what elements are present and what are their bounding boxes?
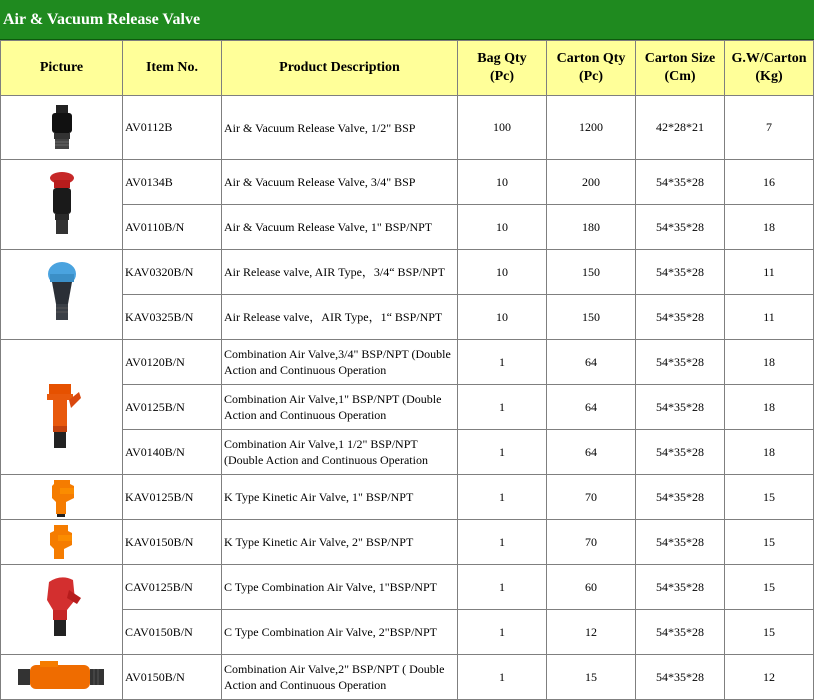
- carton-size-cell: 54*35*28: [636, 655, 725, 700]
- item-number-cell: AV0140B/N: [123, 430, 222, 475]
- header-row: [1, 41, 814, 96]
- gw-carton-cell: 18: [725, 205, 814, 250]
- item-number-cell: AV0134B: [123, 160, 222, 205]
- carton-size-cell: 54*35*28: [636, 520, 725, 565]
- carton-size-cell: 54*35*28: [636, 250, 725, 295]
- carton-qty-cell: 1200: [547, 96, 636, 160]
- bag-qty-cell: 1: [458, 385, 547, 430]
- description-cell: [222, 205, 458, 250]
- product-picture-cell: [1, 655, 123, 700]
- description-line-1: Combination Air Valve,1 1/2" BSP/NPT: [224, 437, 418, 451]
- gw-carton-cell: 15: [725, 475, 814, 520]
- gw-carton-cell: 11: [725, 295, 814, 340]
- table-row: [1, 520, 814, 565]
- header-carton-size: [636, 41, 725, 96]
- header-gw-label: G.W/Carton: [731, 51, 807, 66]
- header-gw: [725, 41, 814, 96]
- description-line-2: Action and Continuous Operation: [224, 678, 387, 692]
- header-carton-qty-label: Carton Qty: [556, 51, 626, 66]
- description-line-1: K Type Kinetic Air Valve, 2" BSP/NPT: [224, 535, 414, 549]
- gw-carton-cell: 18: [725, 340, 814, 385]
- carton-qty-cell: 12: [547, 610, 636, 655]
- description-line-1: Combination Air Valve,1" BSP/NPT (Double: [224, 392, 442, 406]
- description-line-1: C Type Combination Air Valve, 1"BSP/NPT: [224, 580, 437, 594]
- item-number-cell: AV0125B/N: [123, 385, 222, 430]
- item-number-cell: AV0110B/N: [123, 205, 222, 250]
- header-picture: Picture: [1, 41, 123, 96]
- header-carton-qty-unit: (Pc): [578, 69, 604, 84]
- table-row: [1, 96, 814, 160]
- gw-carton-cell: 18: [725, 385, 814, 430]
- description-line-1: Air & Vacuum Release Valve, 3/4" BSP: [224, 175, 416, 189]
- gw-carton-cell: 18: [725, 430, 814, 475]
- carton-qty-cell: 60: [547, 565, 636, 610]
- carton-size-cell: 54*35*28: [636, 565, 725, 610]
- product-picture-cell: [1, 520, 123, 565]
- description-cell: [222, 250, 458, 295]
- item-number-cell: CAV0125B/N: [123, 565, 222, 610]
- gw-carton-cell: 11: [725, 250, 814, 295]
- gw-carton-cell: 15: [725, 520, 814, 565]
- carton-size-cell: 54*35*28: [636, 205, 725, 250]
- gw-carton-cell: 16: [725, 160, 814, 205]
- carton-qty-cell: 70: [547, 520, 636, 565]
- product-picture-cell: [1, 160, 123, 250]
- carton-qty-cell: 150: [547, 250, 636, 295]
- item-number-cell: KAV0125B/N: [123, 475, 222, 520]
- header-description: Product Description: [222, 41, 458, 96]
- item-number-cell: AV0120B/N: [123, 340, 222, 385]
- header-bag-qty-unit: (Pc): [489, 69, 515, 84]
- description-cell: [222, 160, 458, 205]
- product-table: [0, 40, 814, 700]
- carton-qty-cell: 64: [547, 430, 636, 475]
- header-carton-size-label: Carton Size: [644, 51, 716, 66]
- description-line-2: Action and Continuous Operation: [224, 408, 387, 422]
- bag-qty-cell: 1: [458, 430, 547, 475]
- sheet-title: Air & Vacuum Release Valve: [0, 0, 814, 40]
- description-line-1: C Type Combination Air Valve, 2"BSP/NPT: [224, 625, 437, 639]
- description-line-1: Air Release valve, AIR Type，3/4“ BSP/NPT: [224, 265, 445, 279]
- description-cell: [222, 610, 458, 655]
- description-cell: [222, 655, 458, 700]
- black-small-valve-icon: [1, 103, 122, 153]
- bag-qty-cell: 1: [458, 520, 547, 565]
- carton-size-cell: 54*35*28: [636, 385, 725, 430]
- carton-size-cell: 54*35*28: [636, 475, 725, 520]
- carton-size-cell: 54*35*28: [636, 340, 725, 385]
- orange-kinetic-valve-icon: [1, 476, 122, 518]
- item-number-cell: KAV0325B/N: [123, 295, 222, 340]
- product-picture-cell: [1, 250, 123, 340]
- description-cell: [222, 295, 458, 340]
- item-number-cell: KAV0320B/N: [123, 250, 222, 295]
- table-row: [1, 385, 814, 430]
- description-cell: [222, 430, 458, 475]
- item-number-cell: CAV0150B/N: [123, 610, 222, 655]
- blue-cap-valve-icon: [1, 260, 122, 330]
- orange-kinetic-valve-icon: [1, 521, 122, 563]
- carton-qty-cell: 70: [547, 475, 636, 520]
- carton-qty-cell: 200: [547, 160, 636, 205]
- table-row: [1, 655, 814, 700]
- header-bag-qty: [458, 41, 547, 96]
- description-line-2: Action and Continuous Operation: [224, 363, 387, 377]
- bag-qty-cell: 100: [458, 96, 547, 160]
- bag-qty-cell: 1: [458, 340, 547, 385]
- description-line-1: Combination Air Valve,3/4" BSP/NPT (Double: [224, 347, 451, 361]
- table-row: [1, 340, 814, 385]
- table-row: [1, 610, 814, 655]
- red-black-combination-valve-icon: [1, 570, 122, 650]
- table-row: [1, 295, 814, 340]
- gw-carton-cell: 15: [725, 565, 814, 610]
- description-line-1: Combination Air Valve,2" BSP/NPT ( Double: [224, 662, 445, 676]
- header-gw-unit: (Kg): [755, 69, 783, 84]
- carton-qty-cell: 150: [547, 295, 636, 340]
- bag-qty-cell: 1: [458, 610, 547, 655]
- bag-qty-cell: 1: [458, 655, 547, 700]
- bag-qty-cell: 10: [458, 250, 547, 295]
- product-picture-cell: [1, 565, 123, 655]
- bag-qty-cell: 10: [458, 160, 547, 205]
- carton-size-cell: 42*28*21: [636, 96, 725, 160]
- description-cell: [222, 520, 458, 565]
- description-line-1: Air & Vacuum Release Valve, 1/2" BSP: [224, 120, 416, 135]
- product-picture-cell: [1, 96, 123, 160]
- table-row: [1, 565, 814, 610]
- header-bag-qty-label: Bag Qty: [477, 51, 527, 66]
- description-line-1: K Type Kinetic Air Valve, 1" BSP/NPT: [224, 490, 414, 504]
- description-line-1: Air & Vacuum Release Valve, 1" BSP/NPT: [224, 220, 433, 234]
- product-picture-cell: [1, 340, 123, 475]
- header-carton-size-unit: (Cm): [664, 69, 696, 84]
- carton-size-cell: 54*35*28: [636, 295, 725, 340]
- carton-size-cell: 54*35*28: [636, 610, 725, 655]
- black-red-valve-icon: [1, 170, 122, 240]
- item-number-cell: KAV0150B/N: [123, 520, 222, 565]
- header-item-no: Item No.: [123, 41, 222, 96]
- table-row: [1, 160, 814, 205]
- item-number-cell: AV0150B/N: [123, 655, 222, 700]
- description-cell: [222, 340, 458, 385]
- carton-size-cell: 54*35*28: [636, 160, 725, 205]
- description-line-1: Air Release valve，AIR Type，1“ BSP/NPT: [224, 310, 443, 324]
- table-row: [1, 430, 814, 475]
- carton-qty-cell: 15: [547, 655, 636, 700]
- product-picture-cell: [1, 475, 123, 520]
- gw-carton-cell: 12: [725, 655, 814, 700]
- orange-horizontal-valve-icon: [1, 657, 122, 697]
- gw-carton-cell: 7: [725, 96, 814, 160]
- orange-combination-valve-icon: [1, 352, 122, 462]
- bag-qty-cell: 1: [458, 565, 547, 610]
- bag-qty-cell: 10: [458, 205, 547, 250]
- carton-qty-cell: 64: [547, 385, 636, 430]
- gw-carton-cell: 15: [725, 610, 814, 655]
- description-cell: [222, 96, 458, 160]
- item-number-cell: AV0112B: [123, 96, 222, 160]
- header-carton-qty: [547, 41, 636, 96]
- description-cell: [222, 385, 458, 430]
- description-line-2: (Double Action and Continuous Operation: [224, 453, 428, 467]
- carton-qty-cell: 180: [547, 205, 636, 250]
- table-row: [1, 205, 814, 250]
- table-row: [1, 475, 814, 520]
- description-cell: [222, 475, 458, 520]
- bag-qty-cell: 1: [458, 475, 547, 520]
- table-row: [1, 250, 814, 295]
- carton-qty-cell: 64: [547, 340, 636, 385]
- bag-qty-cell: 10: [458, 295, 547, 340]
- description-cell: [222, 565, 458, 610]
- carton-size-cell: 54*35*28: [636, 430, 725, 475]
